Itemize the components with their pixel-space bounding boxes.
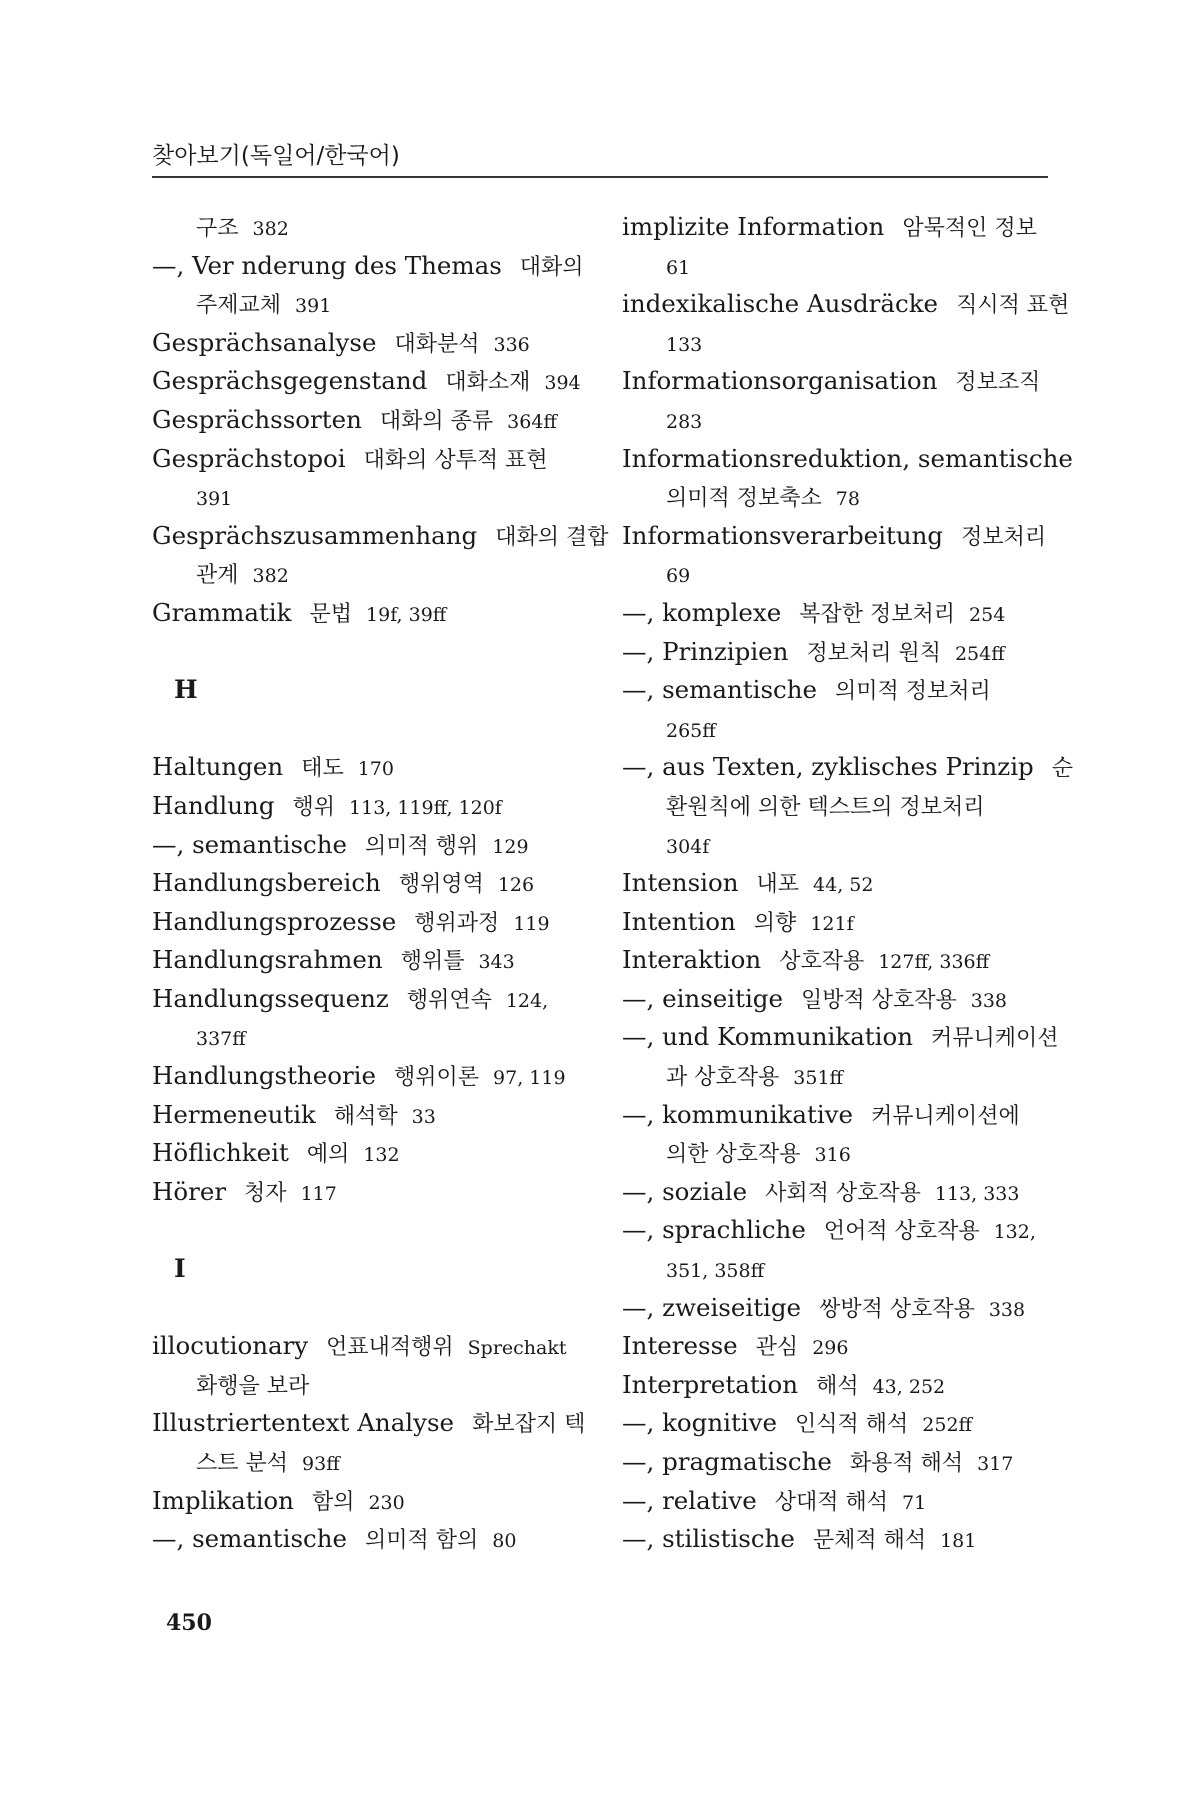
index-term: —, einseitige [622, 983, 783, 1013]
index-term: —, aus Texten, zyklisches Prinzip [622, 752, 1034, 782]
header-title: 찾아보기(독일어/한국어) [152, 143, 400, 169]
korean-term: 정보처리 원칙 [806, 640, 941, 666]
korean-term: 과 상호작용 [666, 1065, 780, 1091]
page-refs: 93ff [302, 1453, 340, 1475]
page-refs: 119 [513, 912, 550, 935]
page-refs: 132 [363, 1144, 400, 1167]
index-term: Grammatik [152, 597, 292, 627]
index-term: Implikation [152, 1485, 294, 1515]
page-refs: 336 [493, 333, 530, 356]
page-refs: 304f [666, 835, 710, 858]
index-entry [152, 787, 582, 826]
page-refs: 230 [368, 1491, 405, 1514]
page-number: 450 [166, 1610, 212, 1636]
index-term: —, komplexe [622, 597, 782, 627]
index-term: illocutionary [152, 1331, 309, 1361]
index-term: Gesprächstopoi [152, 443, 346, 473]
page-refs: 69 [666, 565, 691, 588]
page-refs: 71 [902, 1491, 927, 1514]
index-entry [152, 247, 582, 286]
index-term: Gesprächsanalyse [152, 327, 377, 357]
page-refs: 129 [492, 835, 529, 858]
korean-term: 대화의 종류 [379, 408, 494, 434]
index-entry [622, 1443, 1052, 1482]
korean-term: 문법 [309, 601, 353, 627]
index-entry [622, 748, 1073, 787]
index-term: indexikalische Ausdräcke [622, 289, 939, 319]
index-entry [622, 864, 1052, 903]
index-entry [622, 517, 1052, 556]
index-term: —, kognitive [622, 1408, 777, 1438]
index-entry [622, 1404, 1052, 1443]
index-term: Informationsverarbeitung [622, 520, 944, 550]
index-entry [622, 594, 1052, 633]
index-term: Informationsorganisation [622, 366, 938, 396]
index-term: Informationsreduktion, semantische [622, 443, 1073, 473]
page-refs: 338 [970, 989, 1007, 1012]
page-refs: 316 [814, 1144, 851, 1167]
index-entry [622, 1096, 1052, 1135]
page-refs: 19f, 39ff [366, 603, 447, 626]
index-term: Höflichkeit [152, 1138, 289, 1168]
korean-term: 대화의 결합 [495, 524, 609, 550]
page-refs: 364ff [507, 410, 557, 433]
korean-term: 사회적 상호작용 [765, 1180, 921, 1206]
page-refs: 337ff [196, 1028, 246, 1051]
index-term: —, und Kommunikation [622, 1022, 914, 1052]
index-term: —, Ver nderung des Themas [152, 250, 502, 280]
page-refs: 44, 52 [813, 874, 874, 897]
korean-term: 함의 [311, 1489, 355, 1515]
index-continuation [622, 787, 1052, 826]
index-entry [152, 1404, 586, 1443]
index-entry [622, 980, 1052, 1019]
korean-term: 의미적 정보처리 [835, 679, 991, 705]
index-term: —, soziale [622, 1176, 748, 1206]
page-refs: 296 [812, 1337, 849, 1360]
page-refs: 283 [666, 410, 703, 433]
page-refs: 133 [666, 333, 703, 356]
index-entry [152, 517, 609, 556]
korean-term: 화용적 해석 [849, 1451, 964, 1476]
index-term: Handlungsprozesse [152, 906, 397, 936]
korean-term: 구조 [196, 216, 239, 241]
index-entry [622, 1289, 1052, 1328]
index-continuation [622, 247, 1052, 286]
index-continuation [622, 324, 1052, 363]
index-entry [152, 594, 582, 633]
index-term: Interesse [622, 1331, 738, 1361]
index-entry [622, 1327, 1052, 1366]
page-refs: 43, 252 [872, 1375, 946, 1398]
spacer [152, 1211, 582, 1250]
index-entry [622, 440, 1073, 479]
index-term: —, kommunikative [622, 1099, 854, 1129]
page-refs: 80 [492, 1530, 517, 1553]
page-refs: 124, [505, 989, 549, 1012]
index-term: —, sprachliche [622, 1215, 806, 1245]
page-refs: 132, [993, 1221, 1036, 1244]
index-continuation [152, 1366, 582, 1405]
page-refs: 113, 333 [934, 1182, 1020, 1205]
index-continuation [622, 555, 1052, 594]
page-refs: 126 [497, 874, 535, 897]
index-term: Hermeneutik [152, 1099, 316, 1129]
section-letter-text: H [174, 675, 198, 705]
index-entry [152, 941, 582, 980]
korean-term: 해석 [816, 1373, 859, 1399]
index-entry [152, 1173, 582, 1212]
index-term: Hörer [152, 1176, 227, 1206]
korean-term: 정보조직 [955, 370, 1041, 396]
index-entry [152, 1134, 582, 1173]
korean-term: 상대적 해석 [774, 1489, 889, 1515]
index-entry [152, 440, 582, 479]
index-entry [152, 826, 582, 865]
index-term: —, Prinzipien [622, 636, 789, 666]
korean-term: 화보잡지 텍 [472, 1412, 586, 1438]
index-entry [152, 864, 582, 903]
index-term: —, pragmatische [622, 1447, 832, 1476]
section-letter [152, 1250, 582, 1289]
index-term: Interaktion [622, 945, 762, 975]
index-continuation [622, 1250, 1052, 1289]
page-refs: 254ff [954, 642, 1005, 665]
index-continuation [152, 478, 582, 517]
index-term: —, relative [622, 1485, 757, 1515]
korean-term: 스트 분석 [196, 1451, 289, 1476]
korean-term: 암묵적인 정보 [902, 216, 1037, 241]
index-entry [152, 1520, 582, 1559]
korean-term: 커뮤니케이션에 [871, 1103, 1020, 1129]
korean-term: 예의 [306, 1142, 350, 1168]
page-refs: 391 [196, 488, 233, 511]
page-refs: Sprechakt [467, 1337, 567, 1360]
korean-term: 행위과정 [414, 910, 500, 936]
korean-term: 화행을 보라 [196, 1373, 310, 1399]
index-term: Gesprächsgegenstand [152, 366, 428, 396]
korean-term: 행위틀 [400, 949, 465, 975]
index-term: —, semantische [152, 1524, 348, 1554]
index-entry [152, 362, 582, 401]
index-entry [152, 1327, 582, 1366]
korean-term: 의미적 행위 [365, 833, 479, 859]
index-entry [622, 208, 1052, 247]
page-refs: 351ff [793, 1067, 844, 1090]
index-continuation [622, 401, 1052, 440]
index-term: Intention [622, 906, 736, 936]
index-entry [622, 903, 1052, 942]
index-term: Interpretation [622, 1369, 799, 1399]
index-entry [152, 401, 582, 440]
index-entry [622, 1366, 1052, 1405]
korean-term: 주제교체 [196, 293, 282, 319]
korean-term: 정보처리 [961, 524, 1047, 550]
korean-term: 대화의 상투적 표현 [363, 447, 548, 473]
korean-term: 복잡한 정보처리 [799, 601, 956, 627]
index-entry [622, 671, 1052, 710]
korean-term: 행위 [292, 794, 336, 820]
index-term: —, semantische [152, 829, 348, 859]
page-refs: 113, 119ff, 120f [349, 796, 502, 819]
korean-term: 상호작용 [779, 949, 865, 975]
korean-term: 커뮤니케이션 [931, 1026, 1059, 1052]
spacer [152, 1289, 582, 1328]
index-entry [622, 941, 1052, 980]
index-term: Handlungsbereich [152, 868, 381, 898]
korean-term: 행위영역 [398, 872, 484, 898]
index-entry [622, 285, 1070, 324]
page-refs: 252ff [922, 1414, 973, 1437]
korean-term: 인식적 해석 [795, 1412, 909, 1438]
korean-term: 언어적 상호작용 [823, 1219, 980, 1245]
section-letter [152, 671, 582, 710]
index-continuation [152, 208, 582, 247]
korean-term: 대화소재 [445, 370, 531, 396]
index-term: Haltungen [152, 752, 284, 782]
korean-term: 의미적 정보축소 [666, 486, 822, 512]
page-refs: 97, 119 [493, 1067, 566, 1090]
index-continuation [622, 1057, 1052, 1096]
index-term: Handlungsrahmen [152, 945, 383, 975]
index-entry [622, 633, 1052, 672]
korean-term: 내포 [756, 872, 800, 898]
page-refs: 317 [977, 1453, 1014, 1475]
korean-term: 의한 상호작용 [666, 1142, 801, 1168]
right-index-column [622, 208, 1073, 1559]
korean-term: 태도 [301, 756, 344, 782]
index-continuation [622, 826, 1052, 865]
index-term: Gesprächssorten [152, 404, 362, 434]
korean-term: 행위이론 [394, 1065, 480, 1091]
page-refs: 127ff, 336ff [878, 951, 990, 974]
korean-term: 의미적 함의 [365, 1528, 479, 1554]
korean-term: 청자 [244, 1180, 287, 1206]
page-refs: 265ff [666, 719, 716, 742]
index-term: Intension [622, 868, 739, 898]
index-term: Illustriertentext Analyse [152, 1408, 455, 1438]
page-refs: 391 [295, 295, 332, 318]
page-refs: 351, 358ff [666, 1260, 765, 1283]
page-refs: 382 [252, 218, 289, 240]
korean-term: 의향 [753, 910, 797, 936]
index-entry [152, 980, 582, 1019]
index-continuation [622, 1134, 1052, 1173]
index-continuation [622, 478, 1052, 517]
page-refs: 61 [666, 256, 691, 279]
index-continuation [152, 1443, 582, 1482]
spacer [152, 633, 582, 672]
page-refs: 121f [810, 912, 854, 935]
index-entry [152, 1096, 582, 1135]
page-refs: 343 [478, 951, 515, 974]
index-entry [152, 324, 582, 363]
index-entry [622, 1211, 1052, 1250]
page-refs: 78 [835, 488, 860, 511]
index-continuation [622, 710, 1052, 749]
korean-term: 환원칙에 의한 텍스트의 정보처리 [666, 794, 985, 820]
left-index-column [152, 208, 609, 1559]
index-term: Handlung [152, 790, 275, 820]
korean-term: 직시적 표현 [956, 293, 1070, 319]
index-term: —, zweiseitige [622, 1292, 802, 1322]
korean-term: 대화의 [519, 254, 584, 280]
index-entry [622, 1018, 1059, 1057]
page-refs: 117 [300, 1182, 337, 1205]
index-term: Handlungssequenz [152, 983, 389, 1013]
korean-term: 언표내적행위 [326, 1335, 454, 1361]
index-term: —, semantische [622, 675, 818, 705]
page-refs: 254 [969, 603, 1006, 626]
section-letter-text: I [174, 1254, 186, 1284]
page-refs: 338 [988, 1298, 1026, 1321]
index-entry [152, 1057, 582, 1096]
index-continuation [152, 285, 582, 324]
page-refs: 33 [411, 1105, 436, 1128]
index-entry [622, 362, 1052, 401]
index-continuation [152, 1018, 582, 1057]
index-term: Gesprächszusammenhang [152, 520, 478, 550]
index-term: —, stilistische [622, 1524, 795, 1554]
korean-term: 일방적 상호작용 [800, 987, 957, 1013]
page-refs: 382 [252, 565, 289, 588]
index-continuation [152, 555, 582, 594]
index-entry [152, 903, 582, 942]
index-entry [622, 1520, 1052, 1559]
korean-term: 해석학 [333, 1103, 398, 1129]
index-entry [152, 748, 582, 787]
korean-term: 관심 [755, 1335, 799, 1361]
korean-term: 행위연속 [406, 987, 492, 1013]
korean-term: 쌍방적 상호작용 [819, 1296, 975, 1322]
index-entry [622, 1173, 1052, 1212]
page-refs: 394 [544, 372, 581, 395]
index-term: Handlungstheorie [152, 1061, 377, 1091]
korean-term: 순 [1051, 756, 1073, 782]
page-refs: 170 [357, 758, 394, 781]
spacer [152, 710, 582, 749]
index-entry [152, 1482, 582, 1521]
korean-term: 관계 [196, 563, 239, 589]
running-header [152, 136, 1048, 178]
korean-term: 문체적 해석 [812, 1528, 927, 1554]
index-entry [622, 1482, 1052, 1521]
page-refs: 181 [940, 1530, 977, 1553]
korean-term: 대화분석 [394, 331, 480, 357]
index-term: implizite Information [622, 212, 885, 241]
